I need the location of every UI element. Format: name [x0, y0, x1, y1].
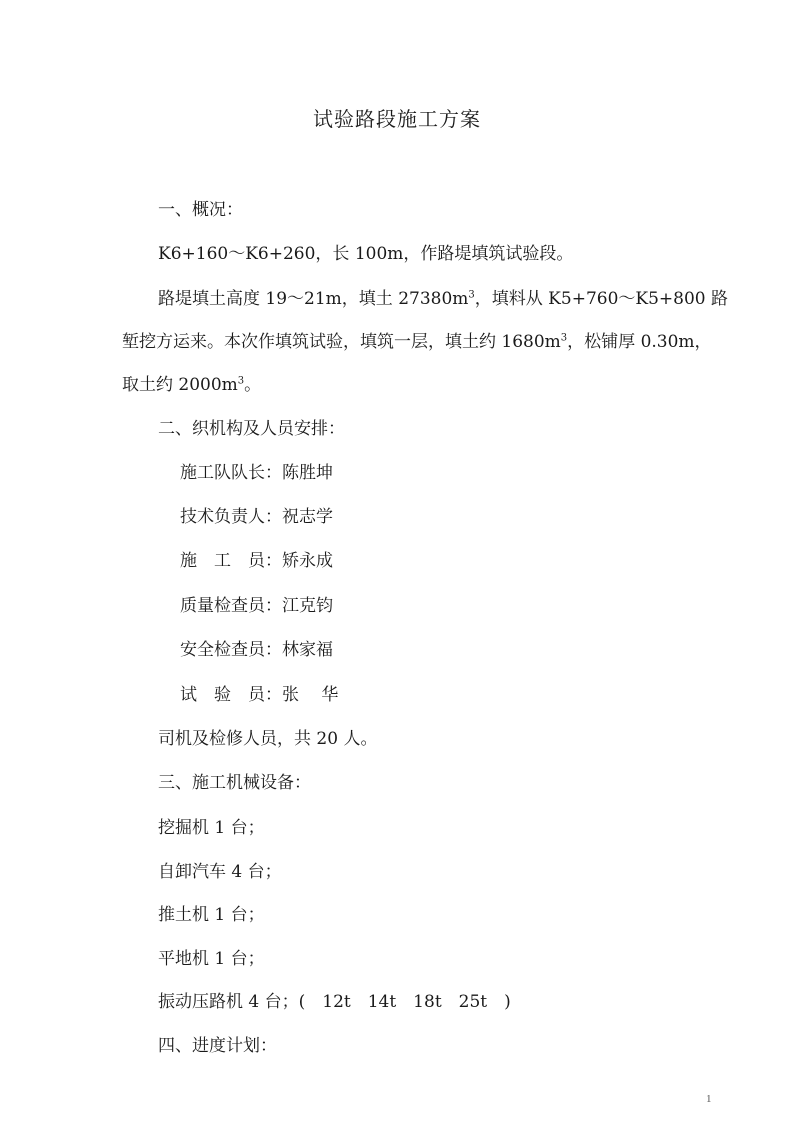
- overview-line-1: K6+160～K6+260，长 100m，作路堤填筑试验段。: [158, 244, 574, 264]
- document-title: 试验路段施工方案: [313, 107, 481, 131]
- section-heading-equipment: 三、施工机械设备：: [158, 773, 311, 793]
- staff-entry: 施工队队长：陈胜坤: [180, 463, 333, 483]
- staff-entry: 技术负责人：祝志学: [180, 507, 333, 527]
- page-number: 1: [706, 1093, 712, 1105]
- equipment-item: 推土机 1 台；: [158, 905, 265, 925]
- drivers-line: 司机及检修人员，共 20 人。: [158, 729, 378, 749]
- section-heading-overview: 一、概况：: [158, 200, 243, 220]
- staff-entry: 施 工 员：矫永成: [180, 551, 333, 571]
- section-heading-schedule: 四、进度计划：: [158, 1036, 277, 1056]
- staff-entry: 安全检查员：林家福: [180, 640, 333, 660]
- overview-paragraph-line-3: 取土约 $2000m^3$。: [122, 375, 262, 395]
- overview-paragraph-line-1: 路堤填土高度 19～21m，填土 $27380m^3$，填料从 K5+760～K5+800 路: [158, 289, 729, 309]
- staff-entry: 试 验 员：张 华: [180, 685, 339, 705]
- equipment-item: 自卸汽车 4 台；: [158, 862, 282, 882]
- overview-paragraph-line-2: 堑挖方运来。本次作填筑试验，填筑一层，填土约 $1680m^3$，松铺厚 0.30m，: [122, 332, 712, 352]
- equipment-item: 平地机 1 台；: [158, 949, 265, 969]
- equipment-item: 振动压路机 4 台；( 12t 14t 18t 25t ): [158, 992, 511, 1012]
- section-heading-organization: 二、织机构及人员安排：: [158, 419, 345, 439]
- equipment-item: 挖掘机 1 台；: [158, 818, 265, 838]
- staff-entry: 质量检查员：江克钧: [180, 596, 333, 616]
